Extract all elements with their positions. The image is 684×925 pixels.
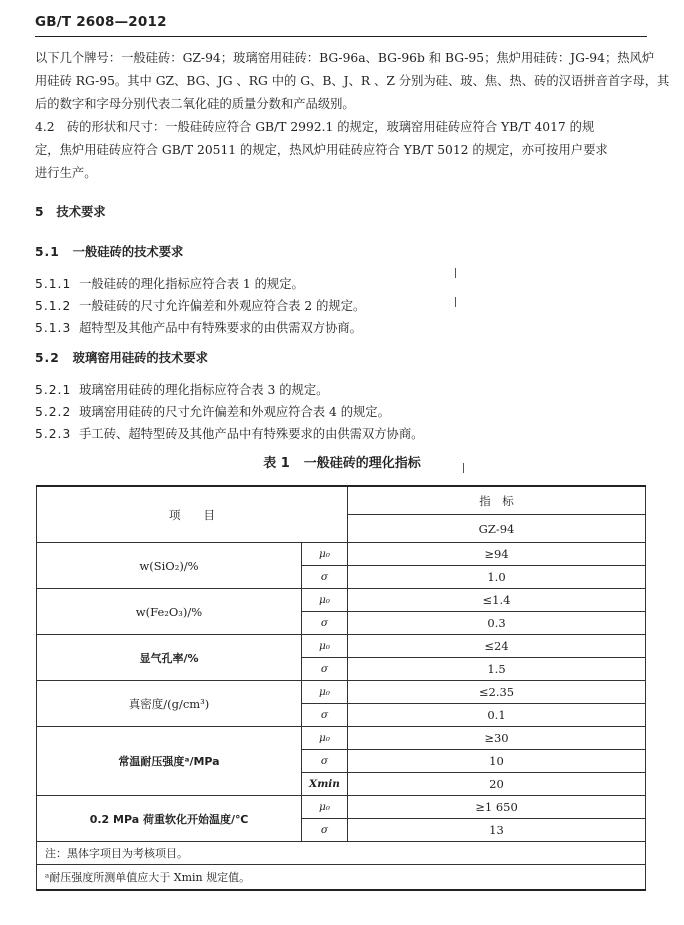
table-title: 一般硅砖的理化指标: [303, 456, 421, 471]
clause: [35, 298, 365, 314]
stat-value: 1.5: [348, 658, 646, 681]
header-index: 指 标: [348, 486, 646, 515]
stat-symbol: μ₀: [302, 635, 348, 658]
paragraph-line: 定，焦炉用硅砖应符合 GB/T 20511 的规定，热风炉用硅砖应符合 YB/T 5012 的规定，亦可按用户要求: [35, 143, 608, 157]
item-name: 显气孔率/%: [37, 635, 302, 681]
stat-symbol: σ: [302, 566, 348, 589]
stat-value: ≤1.4: [348, 589, 646, 612]
header-rule: [35, 36, 647, 37]
table-footnote: ᵃ耐压强度所测单值应大于 Xmin 规定值。: [37, 865, 646, 891]
table-row: [37, 589, 646, 612]
section-heading: [35, 204, 106, 220]
section-number: 5.2: [35, 351, 60, 365]
clause: [35, 320, 362, 336]
stat-symbol: μ₀: [302, 543, 348, 566]
scan-mark: [455, 268, 456, 278]
paragraph-line: 4.2 砖的形状和尺寸：一般硅砖应符合 GB/T 2992.1 的规定，玻璃窑用硅砖应符合 YB/T 4017 的规: [35, 120, 595, 134]
clause: [35, 276, 304, 292]
clause-text: 玻璃窑用硅砖的尺寸允许偏差和外观应符合表 4 的规定。: [79, 405, 390, 419]
table-row: [37, 543, 646, 566]
item-name: 0.2 MPa 荷重软化开始温度/℃: [37, 796, 302, 842]
table-number: 表 1: [263, 456, 290, 471]
stat-value: 13: [348, 819, 646, 842]
item-name: w(SiO₂)/%: [37, 543, 302, 589]
stat-symbol: μ₀: [302, 796, 348, 819]
section-number: 5.1: [35, 245, 60, 259]
clause-text: 一般硅砖的尺寸允许偏差和外观应符合表 2 的规定。: [79, 299, 366, 313]
table-caption: [0, 452, 684, 471]
section-heading: [35, 350, 208, 366]
table-row: [37, 796, 646, 819]
stat-symbol: σ: [302, 612, 348, 635]
stat-symbol: σ: [302, 819, 348, 842]
stat-value: ≤2.35: [348, 681, 646, 704]
stat-symbol: σ: [302, 750, 348, 773]
item-name: 常温耐压强度ᵃ/MPa: [37, 727, 302, 796]
stat-value: 20: [348, 773, 646, 796]
paragraph-line: 用硅砖 RG-95。其中 GZ、BG、JG 、RG 中的 G、B、J、R 、Z 分别为硅、玻、焦、热、砖的汉语拼音首字母，其: [35, 74, 670, 88]
stat-value: 1.0: [348, 566, 646, 589]
clause-number: 5.2.1: [35, 383, 72, 397]
stat-value: ≥94: [348, 543, 646, 566]
standard-code: GB/T 2608—2012: [35, 14, 167, 30]
clause-number: 5.2.3: [35, 427, 72, 441]
stat-symbol: μ₀: [302, 589, 348, 612]
section-title: 技术要求: [56, 205, 106, 219]
table-row: [37, 635, 646, 658]
table-note-row: [37, 842, 646, 865]
stat-value: 0.1: [348, 704, 646, 727]
stat-symbol: μ₀: [302, 727, 348, 750]
stat-symbol: Xmin: [302, 773, 348, 796]
section-number: 5: [35, 205, 44, 219]
scan-mark: [455, 297, 456, 307]
clause-text: 超特型及其他产品中有特殊要求的由供需双方协商。: [79, 321, 362, 335]
clause-number: 5.1.1: [35, 277, 72, 291]
clause-number: 5.2.2: [35, 405, 72, 419]
item-name: 真密度/(g/cm³): [37, 681, 302, 727]
paragraph-line: 后的数字和字母分别代表二氧化硅的质量分数和产品级别。: [35, 97, 355, 111]
stat-symbol: σ: [302, 704, 348, 727]
clause: [35, 382, 328, 398]
stat-value: ≥1 650: [348, 796, 646, 819]
clause: [35, 426, 423, 442]
stat-value: 0.3: [348, 612, 646, 635]
clause-text: 一般硅砖的理化指标应符合表 1 的规定。: [79, 277, 304, 291]
clause: [35, 404, 390, 420]
table-note: 注：黑体字项目为考核项目。: [37, 842, 646, 865]
stat-symbol: μ₀: [302, 681, 348, 704]
section-heading: [35, 244, 183, 260]
item-name: w(Fe₂O₃)/%: [37, 589, 302, 635]
stat-value: ≥30: [348, 727, 646, 750]
stat-value: ≤24: [348, 635, 646, 658]
clause-text: 玻璃窑用硅砖的理化指标应符合表 3 的规定。: [79, 383, 329, 397]
section-title: 玻璃窑用硅砖的技术要求: [72, 351, 208, 365]
table-row: [37, 727, 646, 750]
clause-number: 5.1.3: [35, 321, 72, 335]
table-row: [37, 681, 646, 704]
stat-symbol: σ: [302, 658, 348, 681]
clause-number: 5.1.2: [35, 299, 72, 313]
table-footnote-row: [37, 865, 646, 891]
section-title: 一般硅砖的技术要求: [72, 245, 184, 259]
paragraph-line: 以下几个牌号：一般硅砖：GZ-94；玻璃窑用硅砖：BG-96a、BG-96b 和 BG-95；焦炉用硅砖：JG-94；热风炉: [35, 51, 655, 65]
stat-value: 10: [348, 750, 646, 773]
header-grade: GZ-94: [348, 515, 646, 543]
header-item: 项 目: [37, 486, 348, 543]
spec-table: [36, 485, 646, 891]
clause-text: 手工砖、超特型砖及其他产品中有特殊要求的由供需双方协商。: [79, 427, 424, 441]
paragraph-line: 进行生产。: [35, 166, 97, 180]
